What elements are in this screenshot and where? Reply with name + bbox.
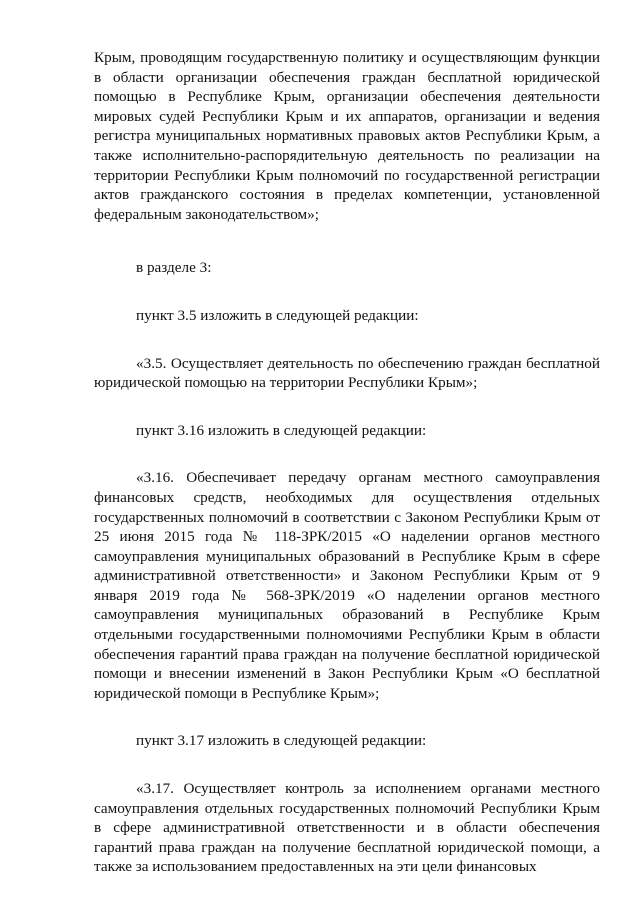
paragraph-item-3-5-text: «3.5. Осуществляет деятельность по обеспечению граждан бесплатной юридической помощью на территории Республики Крым»; xyxy=(94,354,600,392)
paragraph-item-3-17-instruction: пункт 3.17 изложить в следующей редакции: xyxy=(136,732,427,750)
paragraph-item-3-17-text: «3.17. Осуществляет контроль за исполнением органами местного самоуправления отдельных государственных полномочий Республики Крым в сфере административной ответственности и в области обеспечения гарантий права граждан на получение бесплатной юридической помощи, а также за использованием предоставленных на эти цели финансовых xyxy=(94,780,600,876)
paragraph-intro-continuation: Крым, проводящим государственную политику и осуществляющим функции в области организации обеспечения граждан бесплатной юридической помощью в Республике Крым, организации обеспечения деятельности мировых судей Республики Крым и их аппаратов, организации и ведения регистра муниципальных нормативных правовых актов Республики Крым, а также исполнительно-распорядительную деятельность по реализации на территории Республики Крым полномочий по государственной регистрации актов гражданского состояния в пределах компетенции, установленной федеральным законодательством»; xyxy=(94,49,600,223)
paragraph-item-3-5-instruction: пункт 3.5 изложить в следующей редакции: xyxy=(136,306,419,324)
document-body xyxy=(94,48,600,877)
paragraph-item-3-16-text: «3.16. Обеспечивает передачу органам местного самоуправления финансовых средств, необходимых для осуществления отдельных государственных полномочий в соответствии с Законом Республики Крым от 25 июня 2015 года № 118-ЗРК/2015 «О наделении органов местного самоуправления муниципальных образований в Республике Крым в сфере административной ответственности» и Законом Республики Крым от 9 января 2019 года № 568-ЗРК/2019 «О наделении органов местного самоуправления муниципальных образований в Республике Крым отдельными государственными полномочиями Республики Крым в области обеспечения гарантий права граждан на получение бесплатной юридической помощи и внесении изменений в Закон Республики Крым «О бесплатной юридической помощи в Республике Крым»; xyxy=(94,469,600,702)
paragraph-item-3-16-instruction: пункт 3.16 изложить в следующей редакции: xyxy=(136,421,427,439)
paragraph-section-3-heading: в разделе 3: xyxy=(136,259,212,277)
